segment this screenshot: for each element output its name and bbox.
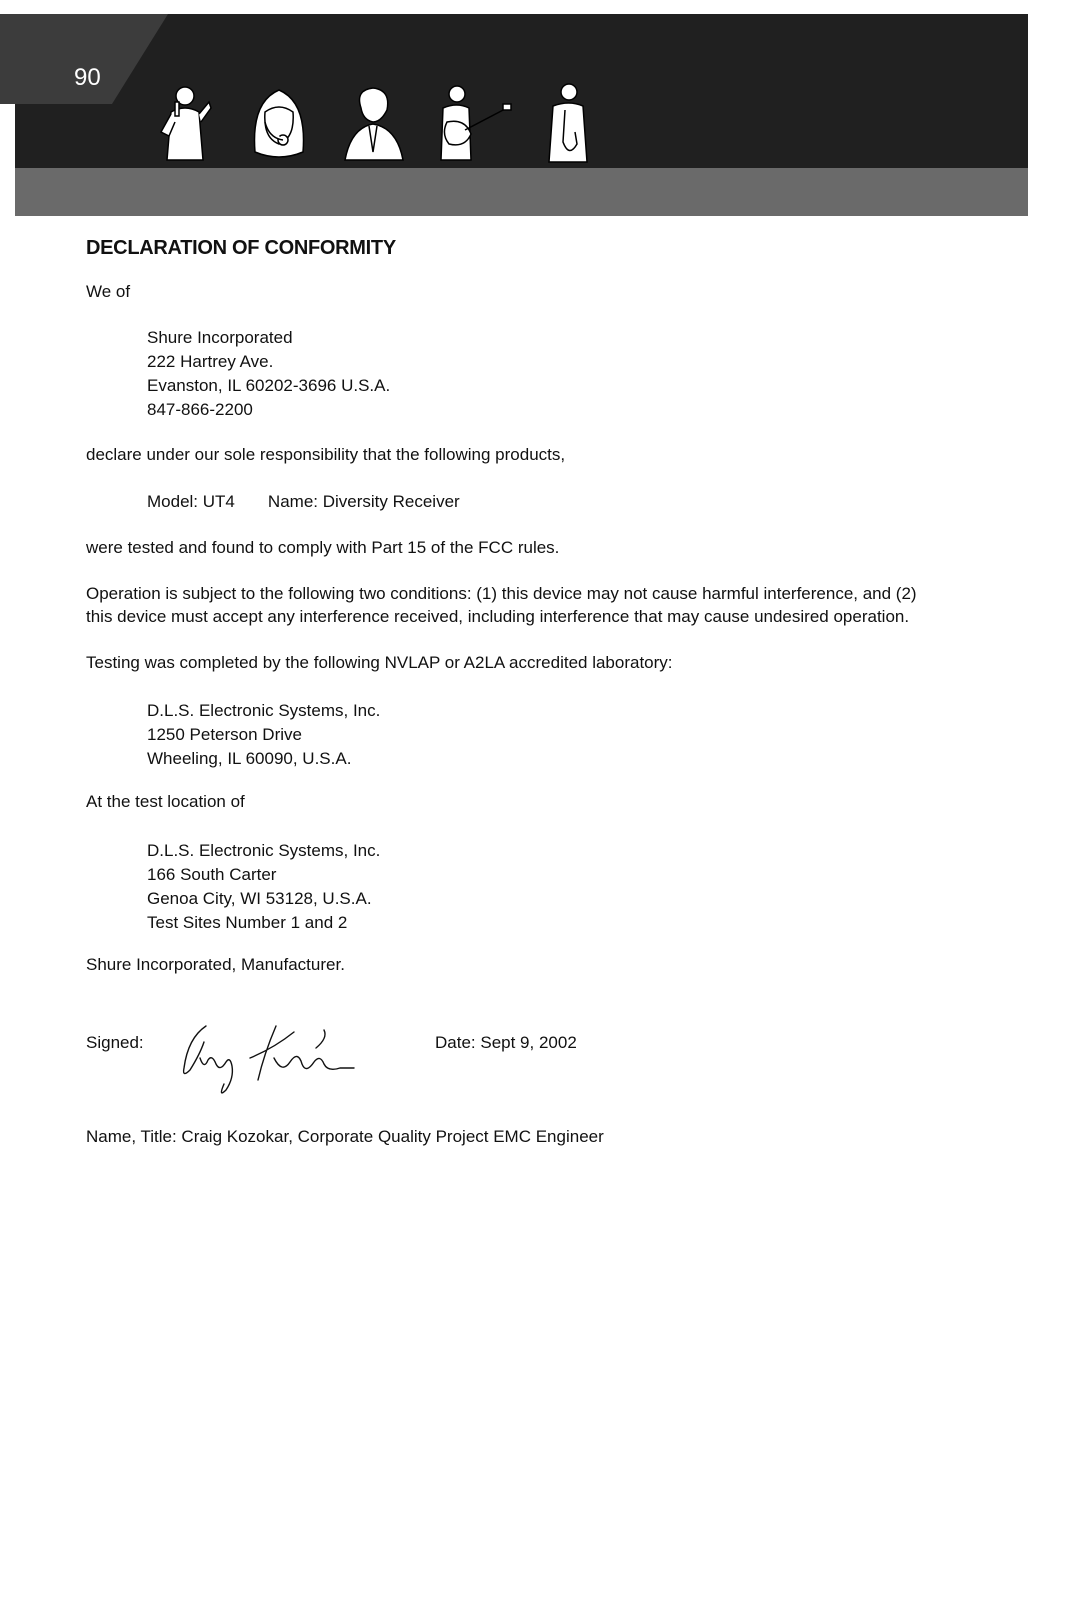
model-line: Model: UT4 Name: Diversity Receiver <box>147 492 460 511</box>
test-location-label: At the test location of <box>86 792 245 811</box>
test-sites: Test Sites Number 1 and 2 <box>147 913 348 932</box>
page-number: 90 <box>74 64 101 91</box>
lab-street: 1250 Peterson Drive <box>147 725 302 744</box>
signed-label: Signed: <box>86 1033 144 1052</box>
testing-text: Testing was completed by the following NVLAP or A2LA accredited laboratory: <box>86 653 673 672</box>
company-address <box>147 326 390 422</box>
lab-city: Wheeling, IL 60090, U.S.A. <box>147 749 352 768</box>
date-text: Date: Sept 9, 2002 <box>435 1033 577 1052</box>
company-phone: 847-866-2200 <box>147 400 253 419</box>
lab-address <box>147 699 380 771</box>
declare-text: declare under our sole responsibility that the following products, <box>86 445 566 464</box>
signature <box>178 1018 358 1113</box>
company-street: 222 Hartrey Ave. <box>147 352 274 371</box>
headset-performer-icon <box>247 82 311 168</box>
test-location-street: 166 South Carter <box>147 865 277 884</box>
tested-text: were tested and found to comply with Part 15 of the FCC rules. <box>86 538 560 557</box>
operation-text-line-1: Operation is subject to the following two conditions: (1) this device may not cause harmful interference, and (2) <box>86 584 917 603</box>
header-subband <box>15 168 1028 216</box>
singer-icon <box>155 82 215 168</box>
performer-icon <box>341 82 407 168</box>
company-city: Evanston, IL 60202-3696 U.S.A. <box>147 376 391 395</box>
saxophonist-icon <box>539 82 599 168</box>
manufacturer-text: Shure Incorporated, Manufacturer. <box>86 955 345 974</box>
company-name: Shure Incorporated <box>147 328 293 347</box>
we-of-text: We of <box>86 282 131 301</box>
guitarist-icon <box>435 82 515 168</box>
document-title: DECLARATION OF CONFORMITY <box>86 237 396 259</box>
operation-text-line-2: this device must accept any interference received, including interference that may cause undesired operation. <box>86 607 910 626</box>
lab-name: D.L.S. Electronic Systems, Inc. <box>147 701 381 720</box>
test-location-name: D.L.S. Electronic Systems, Inc. <box>147 841 381 860</box>
test-location-city: Genoa City, WI 53128, U.S.A. <box>147 889 372 908</box>
musicians-illustration <box>155 82 615 168</box>
name-title-text: Name, Title: Craig Kozokar, Corporate Quality Project EMC Engineer <box>86 1127 604 1146</box>
test-location-address <box>147 839 380 935</box>
